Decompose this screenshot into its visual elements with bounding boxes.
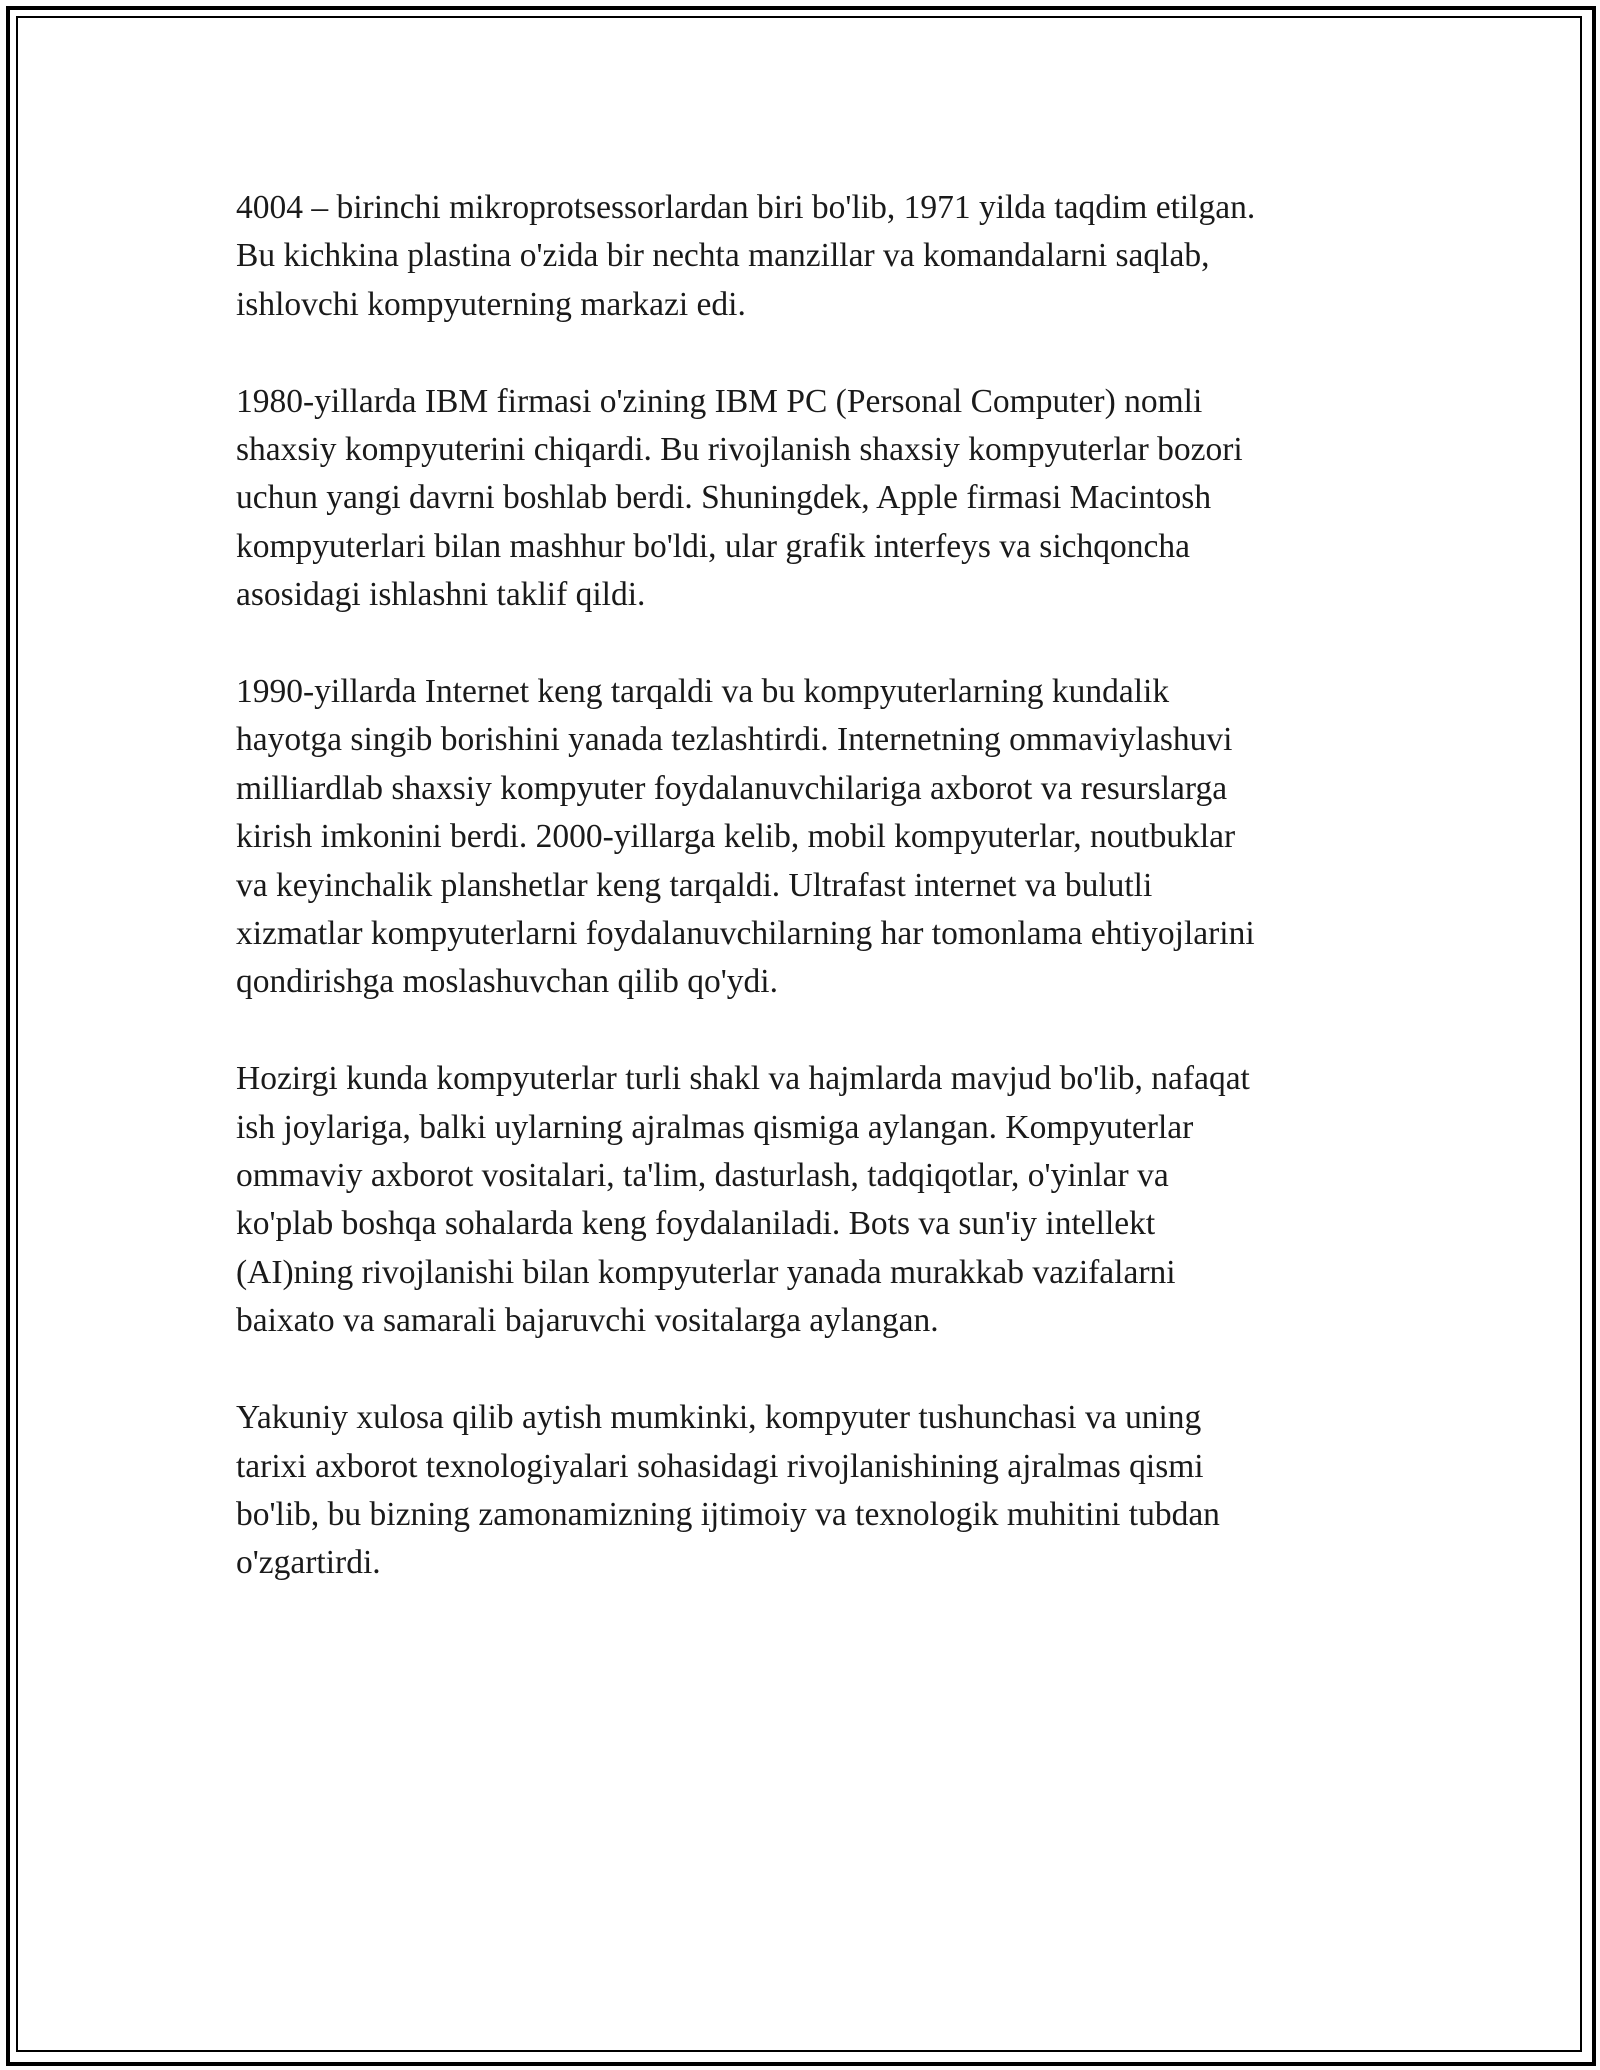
paragraph-1980s — [236, 378, 1376, 620]
text-line: ommaviy axborot vositalari, ta'lim, dasturlash, tadqiqotlar, o'yinlar va — [236, 1157, 1169, 1195]
text-line: kirish imkonini berdi. 2000-yillarga kelib, mobil kompyuterlar, noutbuklar — [236, 818, 1236, 856]
text-line: Yakuniy xulosa qilib aytish mumkinki, kompyuter tushunchasi va uning — [236, 1399, 1202, 1437]
text-line: (AI)ning rivojlanishi bilan kompyuterlar yanada murakkab vazifalarni — [236, 1253, 1176, 1291]
text-line: xizmatlar kompyuterlarni foydalanuvchilarning har tomonlama ehtiyojlarini — [236, 915, 1255, 953]
text-line: va keyinchalik planshetlar keng tarqaldi. Ultrafast internet va bulutli — [236, 866, 1153, 904]
document-body — [236, 184, 1376, 1636]
text-line: ishlovchi kompyuterning markazi edi. — [236, 285, 746, 323]
text-line: shaxsiy kompyuterini chiqardi. Bu rivojlanish shaxsiy kompyuterlar bozori — [236, 431, 1243, 469]
text-line: o'zgartirdi. — [236, 1544, 381, 1582]
text-line: Hozirgi kunda kompyuterlar turli shakl va hajmlarda mavjud bo'lib, nafaqat — [236, 1060, 1250, 1098]
text-line: 1980-yillarda IBM firmasi o'zining IBM PC (Personal Computer) nomli — [236, 382, 1203, 420]
text-line: bo'lib, bu bizning zamonamizning ijtimoiy va texnologik muhitini tubdan — [236, 1495, 1220, 1533]
text-line: Bu kichkina plastina o'zida bir nechta manzillar va komandalarni saqlab, — [236, 237, 1210, 275]
paragraph-present-day — [236, 1055, 1376, 1345]
text-line: hayotga singib borishini yanada tezlashtirdi. Internetning ommaviylashuvi — [236, 721, 1233, 759]
text-line: ish joylariga, balki uylarning ajralmas qismiga aylangan. Kompyuterlar — [236, 1108, 1194, 1146]
text-line: 1990-yillarda Internet keng tarqaldi va bu kompyuterlarning kundalik — [236, 673, 1170, 711]
text-line: ko'plab boshqa sohalarda keng foydalaniladi. Bots va sun'iy intellekt — [236, 1205, 1156, 1243]
text-line: baixato va samarali bajaruvchi vositalarga aylangan. — [236, 1302, 939, 1340]
text-line: asosidagi ishlashni taklif qildi. — [236, 576, 646, 614]
paragraph-conclusion — [236, 1394, 1376, 1588]
paragraph-intel-4004 — [236, 184, 1376, 329]
paragraph-1990s — [236, 668, 1376, 1007]
text-line: 4004 – birinchi mikroprotsessorlardan biri bo'lib, 1971 yilda taqdim etilgan. — [236, 189, 1256, 226]
text-line: uchun yangi davrni boshlab berdi. Shuningdek, Apple firmasi Macintosh — [236, 479, 1212, 517]
text-line: qondirishga moslashuvchan qilib qo'ydi. — [236, 963, 778, 1001]
text-line: tarixi axborot texnologiyalari sohasidagi rivojlanishining ajralmas qismi — [236, 1447, 1204, 1485]
text-line: milliardlab shaxsiy kompyuter foydalanuvchilariga axborot va resurslarga — [236, 769, 1228, 807]
text-line: kompyuterlari bilan mashhur bo'ldi, ular grafik interfeys va sichqoncha — [236, 527, 1190, 565]
